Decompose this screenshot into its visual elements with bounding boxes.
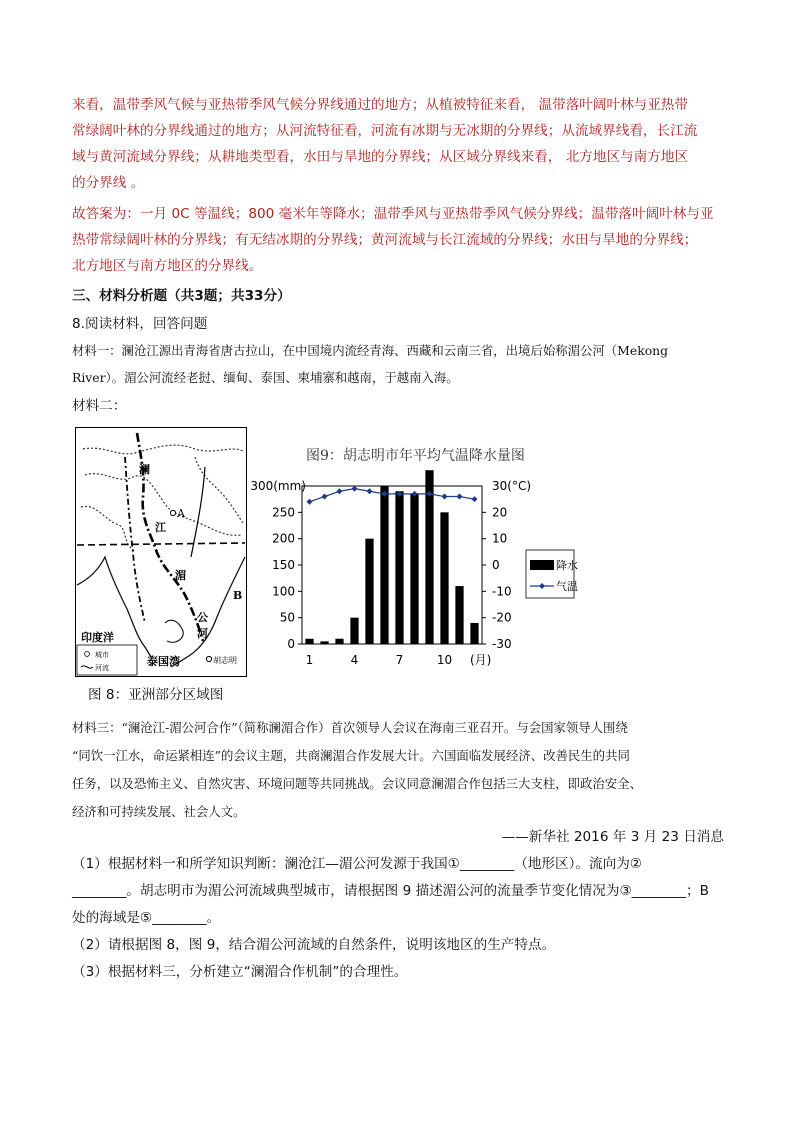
asia-region-map [75, 427, 247, 677]
figure8-caption: 图 8：亚洲部分区域图 [88, 687, 224, 703]
answer-line: 域与黄河流域分界线；从耕地类型看，水田与旱地的分界线；从区域分界线来看， 北方地区与南方地区 [72, 149, 689, 165]
precipitation-bar [350, 618, 358, 644]
section-heading: 三、材料分析题（共3题；共33分） [72, 288, 291, 304]
material-one-line: 材料一：澜沧江源出青海省唐古拉山，在中国境内流经青海、西藏和云南三省，出境后始称湄公河（Mekong [72, 343, 669, 358]
city-marker-a [170, 510, 175, 515]
temperature-point [367, 488, 373, 494]
right-tick-label: -30 [492, 637, 512, 651]
precipitation-bar [395, 491, 403, 644]
city-marker-hcmc [206, 656, 211, 661]
left-tick-label: 100 [272, 584, 295, 599]
x-unit-label: (月) [470, 653, 492, 667]
material-three-line: 材料三：“澜沧江-湄公河合作”（简称澜湄合作）首次领导人会议在海南三亚召开。与会国家领导人围绕 [72, 720, 628, 735]
right-tick-label: 20 [492, 505, 508, 520]
right-tick-label: -20 [492, 610, 512, 625]
right-tick-label: -10 [492, 584, 512, 599]
x-tick-label: 4 [350, 653, 359, 667]
chart-title: 图9：胡志明市年平均气温降水量图 [306, 448, 525, 464]
answer-key-line: 故答案为：一月 0C 等温线；800 毫米年等降水；温带季风与亚热带季风气候分界线；温带落叶阔叶林与亚 [72, 206, 714, 222]
answer-key-line: 北方地区与南方地区的分界线。 [72, 258, 263, 274]
legend-bar-label: 降水 [556, 559, 578, 572]
legend-line-label: 气温 [556, 580, 578, 593]
legend-city-icon [85, 652, 90, 657]
left-tick-label: 250 [272, 505, 295, 520]
sub-question: （2）请根据图 8，图 9，结合湄公河流域的自然条件，说明该地区的生产特点。 [72, 937, 556, 953]
material-three-line: “同饮一江水，命运紧相连”的会议主题，共商澜湄合作发展大计。六国面临发展经济、改善民生的共同 [72, 748, 630, 763]
precipitation-bar [455, 586, 463, 644]
precipitation-bar [410, 494, 418, 644]
temperature-point [352, 486, 358, 492]
map-label-hcmc: 胡志明 [213, 656, 237, 665]
precipitation-bar [380, 486, 388, 644]
temperature-point [442, 494, 448, 500]
precipitation-bar [440, 512, 448, 644]
material-three-line: 任务，以及恐怖主义、自然灾害、环境问题等共同挑战。会议同意澜湄合作包括三大支柱，即政治安全、 [72, 776, 642, 791]
sub-question: （1）根据材料一和所学知识判断：澜沧江—湄公河发源于我国①________（地形区）。流向为② [72, 856, 642, 872]
left-tick-label: 0 [287, 637, 295, 651]
map-label-b: B [233, 589, 243, 602]
answer-line: 来看，温带季风气候与亚热带季风气候分界线通过的地方；从植被特征来看， 温带落叶阔叶林与亚热带 [72, 97, 689, 113]
material-one-line: River）。湄公河流经老挝、缅甸、泰国、柬埔寨和越南，于越南入海。 [72, 370, 459, 385]
sub-question: 处的海域是⑤________。 [72, 910, 221, 926]
temperature-point [457, 494, 463, 500]
map-label-gong: 公 [197, 611, 208, 624]
right-tick-label: 0 [492, 558, 500, 572]
precipitation-bar [365, 539, 373, 644]
material-three [72, 714, 724, 826]
map-label-gulf-thailand: 泰国湾 [147, 655, 180, 668]
precipitation-bar [470, 623, 478, 644]
legend-bar-swatch [530, 560, 554, 570]
map-label-mei: 湄 [175, 569, 186, 582]
right-tick-label: 10 [492, 531, 508, 546]
temperature-point [307, 499, 313, 505]
x-tick-label: 1 [305, 653, 314, 667]
answer-continuation [72, 92, 724, 196]
answer-line: 常绿阔叶林的分界线通过的地方；从河流特征看，河流有冰期与无冰期的分界线；从流域界线看，长江流 [72, 123, 698, 139]
temperature-point [322, 494, 328, 500]
x-tick-label: 10 [436, 653, 453, 667]
temperature-point [337, 488, 343, 494]
material-one [72, 337, 724, 391]
legend-river-label: 河流 [95, 664, 109, 672]
map-label-jiang: 江 [155, 521, 166, 534]
map-label-a: A [177, 507, 185, 520]
map-label-lan: 澜 [139, 463, 150, 476]
sub-questions [72, 851, 724, 986]
climate-chart [250, 440, 578, 675]
temperature-line [310, 489, 475, 502]
question-intro: 8.阅读材料，回答问题 [72, 316, 208, 332]
map-label-indian-ocean: 印度洋 [81, 631, 114, 644]
material-two-label: 材料二： [72, 398, 127, 414]
answer-line: 的分界线 。 [72, 175, 145, 191]
map-label-he: 河 [197, 627, 208, 640]
left-axis-label: 300(mm) [250, 479, 306, 493]
sub-question: ________。胡志明市为湄公河流域典型城市，请根据图 9 描述湄公河的流量季节变化情况为③________；B [72, 883, 709, 899]
temperature-point [472, 496, 478, 502]
news-source: ——新华社 2016 年 3 月 23 日消息 [501, 829, 724, 845]
left-tick-label: 50 [279, 610, 295, 625]
material-three-line: 经济和可持续发展、社会人文。 [72, 804, 246, 819]
precipitation-bar [305, 639, 313, 644]
x-tick-label: 7 [395, 653, 404, 667]
sub-question: （3）根据材料三，分析建立“澜湄合作机制”的合理性。 [72, 964, 408, 980]
plot-frame [302, 486, 482, 644]
answer-key-line: 热带常绿阔叶林的分界线；有无结冰期的分界线；黄河流域与长江流域的分界线；水田与旱地的分界线； [72, 232, 698, 248]
precipitation-bar [320, 641, 328, 644]
left-tick-label: 200 [272, 531, 295, 546]
left-tick-label: 150 [272, 558, 295, 572]
precipitation-bar [335, 639, 343, 644]
legend-city-label: 城市 [95, 651, 109, 659]
right-axis-label: 30(°C) [492, 479, 532, 493]
answer-key [72, 201, 724, 279]
